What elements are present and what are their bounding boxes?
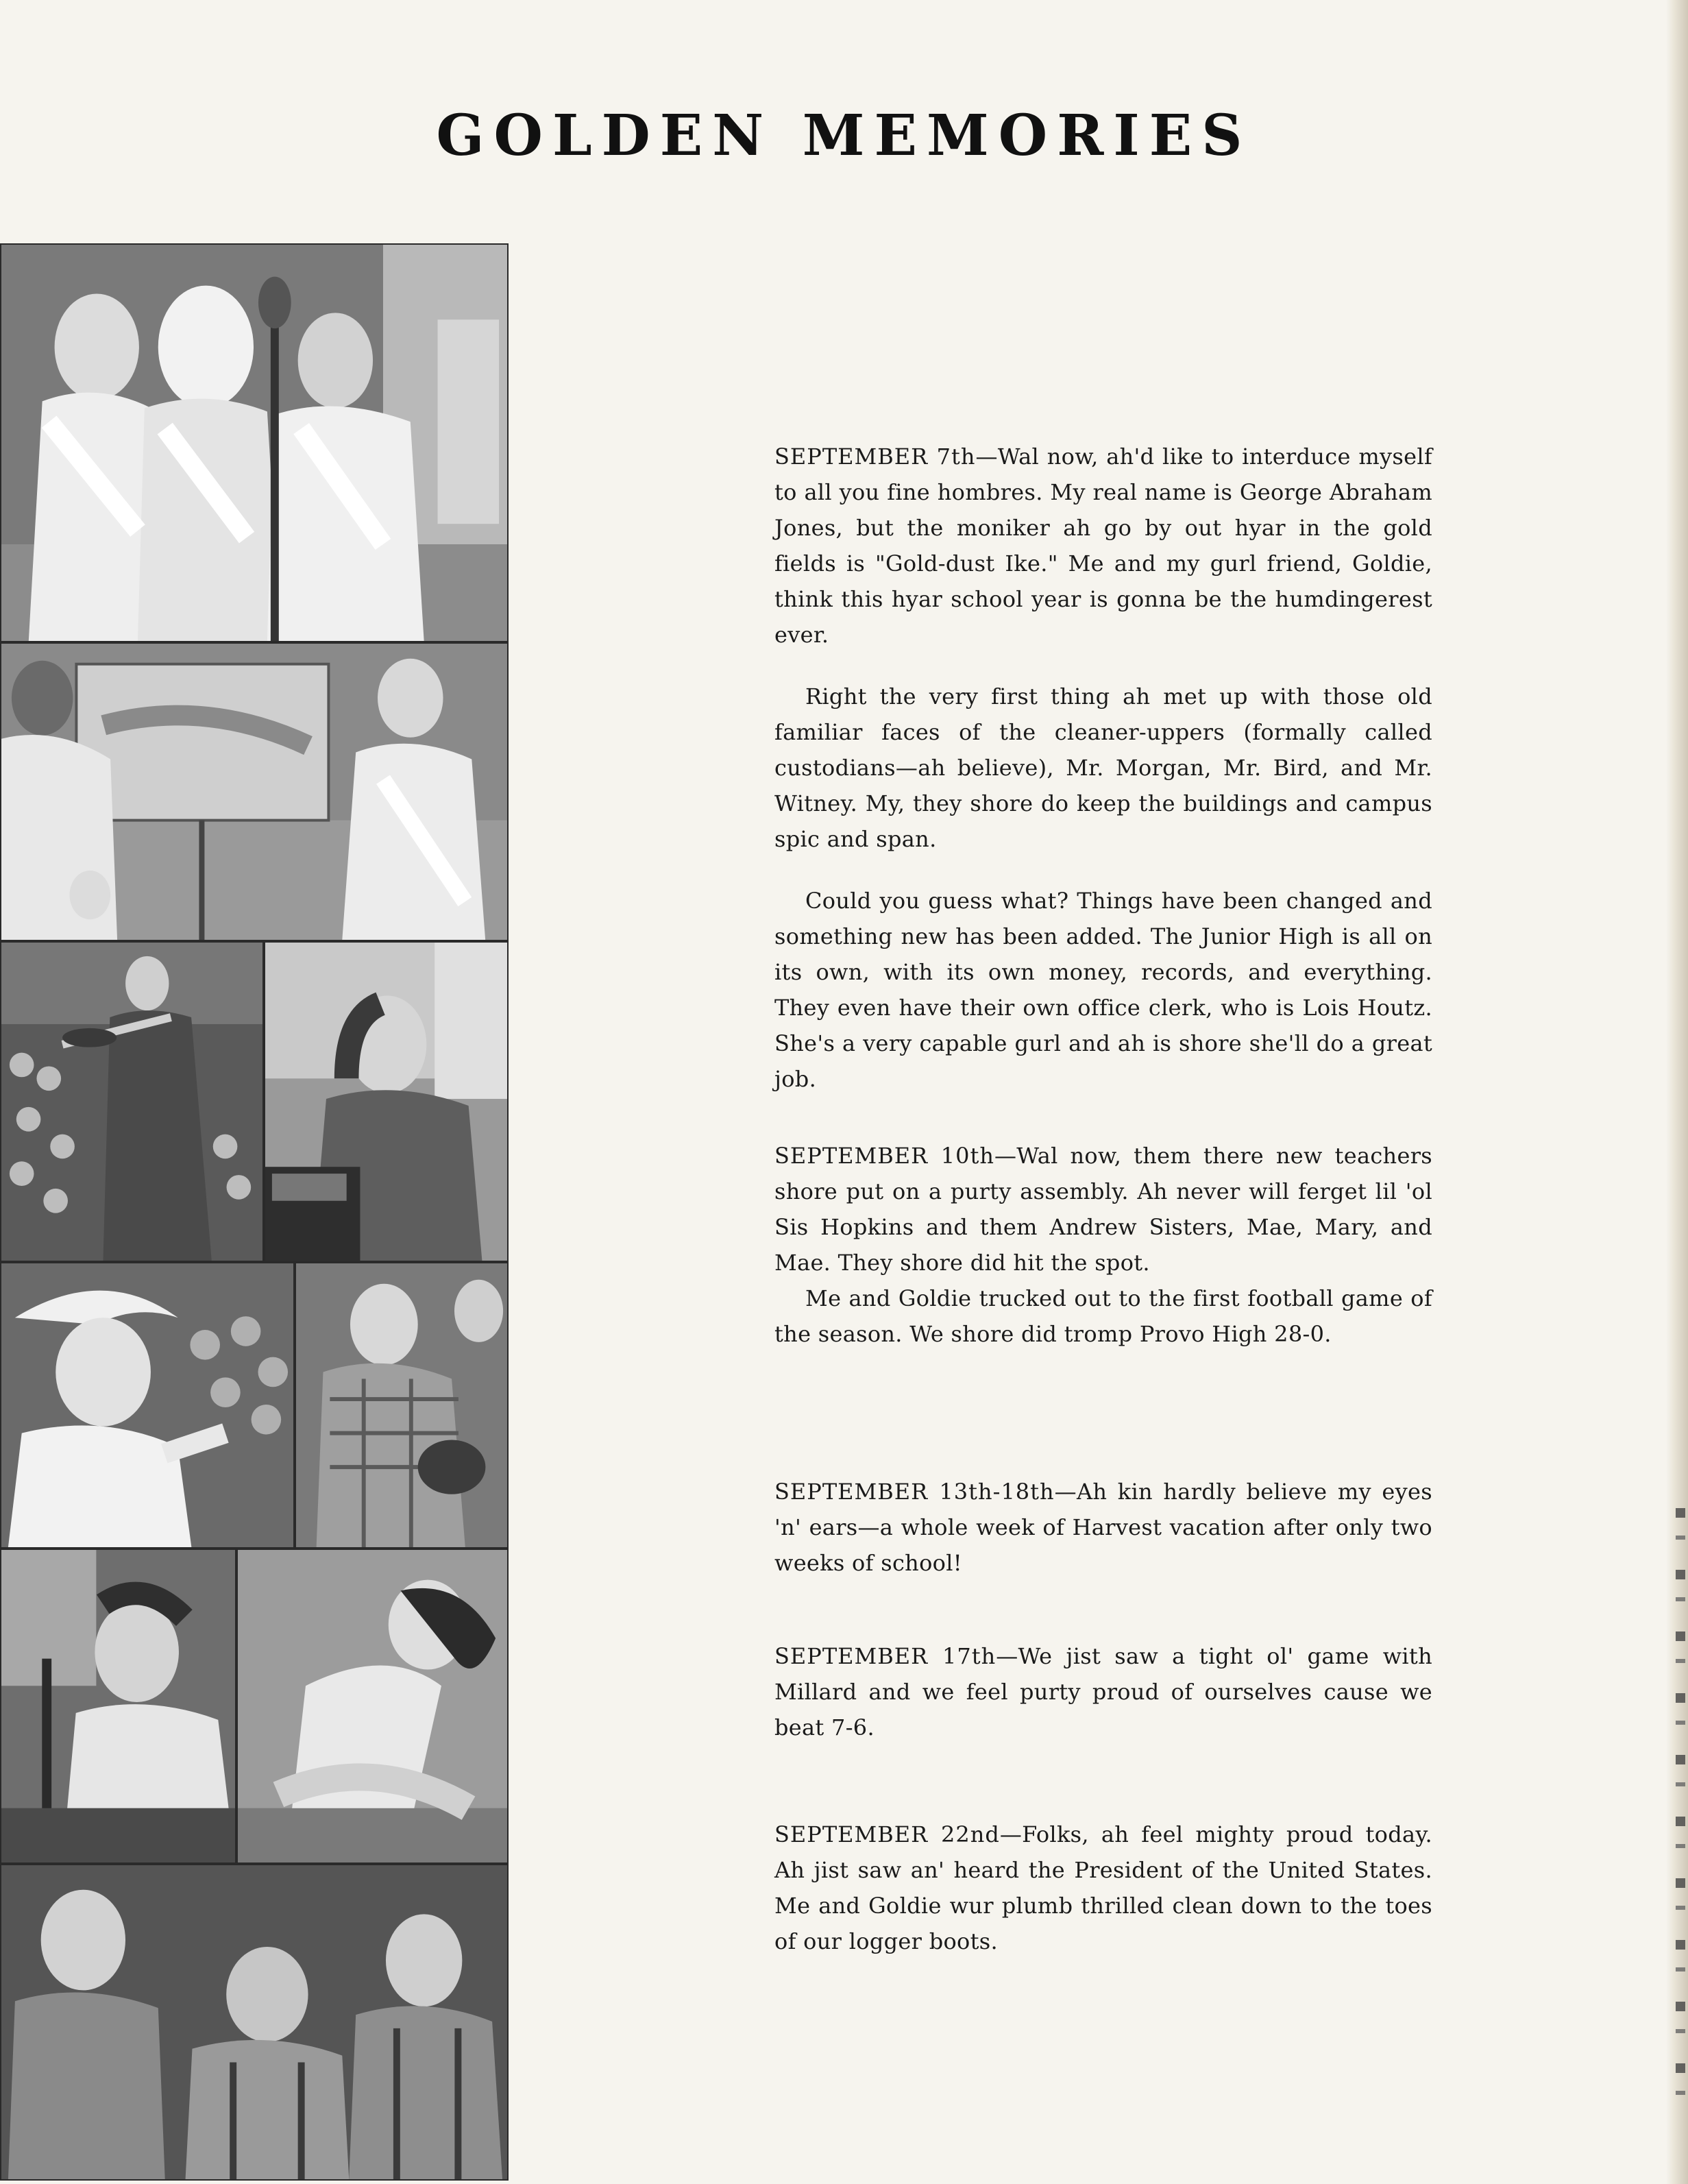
page-title: GOLDEN MEMORIES bbox=[436, 103, 1252, 169]
entry-paragraph bbox=[774, 1638, 1432, 1745]
entry-september-13-18 bbox=[774, 1474, 1432, 1581]
entry-september-22 bbox=[774, 1817, 1432, 1959]
entry-text: —Wal now, them there new teachers shore put on a purty assembly. Ah never will ferget lil 'ol Sis Hopkins and them Andrew Sisters, Mae, Mary, and Mae. They shore did hit the spot. bbox=[774, 1143, 1433, 1276]
entry-text: —Folks, ah feel mighty proud today. Ah jist saw an' heard the President of the United States. Me and Goldie wur plumb thrilled clean down to the toes of our logger boots. bbox=[774, 1821, 1433, 1954]
entry-paragraph bbox=[774, 1817, 1432, 1959]
photo-dancer bbox=[236, 1549, 509, 1864]
entry-september-10 bbox=[774, 1138, 1432, 1352]
entry-date: SEPTEMBER 10th bbox=[774, 1143, 994, 1169]
photo-boys-in-line bbox=[295, 1262, 509, 1549]
photo-painter-and-sis-hopkins bbox=[0, 642, 509, 941]
entry-date: SEPTEMBER 17th bbox=[774, 1643, 996, 1669]
entry-paragraph bbox=[774, 1474, 1432, 1581]
entry-paragraph: Right the very first thing ah met up with those old familiar faces of the cleaner-uppers (formally called custodians—ah believe), Mr. Morgan, Mr. Bird, and Mr. Witney. My, they shore do keep the buildings and campus spic and span. bbox=[774, 683, 1432, 852]
entry-date: SEPTEMBER 7th bbox=[774, 444, 976, 470]
photo-custodians bbox=[0, 1864, 509, 2181]
entry-date: SEPTEMBER 13th-18th bbox=[774, 1479, 1055, 1505]
photo-girl-in-bonnet bbox=[0, 1262, 295, 1549]
entry-paragraph: Me and Goldie trucked out to the first football game of the season. We shore did tromp Provo High 28-0. bbox=[774, 1285, 1432, 1347]
photo-boy-at-workbench bbox=[0, 1549, 236, 1864]
entry-text: —We jist saw a tight ol' game with Millard and we feel purty proud of ourselves cause we beat 7-6. bbox=[774, 1643, 1433, 1740]
entry-date: SEPTEMBER 22nd bbox=[774, 1821, 1000, 1847]
entry-paragraph: Could you guess what? Things have been changed and something new has been added. The Junior High is all on its own, with its own money, records, and everything. They even have their own office clerk, who is Lois Houtz. She's a very capable gurl and ah is shore she'll do a great job. bbox=[774, 888, 1432, 1092]
entry-september-17 bbox=[774, 1638, 1432, 1745]
entry-paragraph bbox=[774, 1138, 1432, 1281]
photo-beauty-contestants bbox=[0, 243, 509, 642]
entry-text: —Ah kin hardly believe my eyes 'n' ears—a whole week of Harvest vacation after only two weeks of school! bbox=[774, 1479, 1433, 1576]
entry-paragraph bbox=[774, 439, 1432, 653]
entry-text: —Wal now, ah'd like to interduce myself to all you fine hombres. My real name is George Abraham Jones, but the moniker ah go by out hyar in the gold fields is "Gold-dust Ike." Me and my gurl friend, Goldie, think this hyar school year is gonna be the humdingerest ever. bbox=[774, 444, 1432, 648]
entry-september-7 bbox=[774, 439, 1432, 1097]
binding-edge-marks bbox=[1676, 1508, 1685, 2125]
photo-violinist bbox=[0, 941, 264, 1262]
photo-office-clerk bbox=[264, 941, 509, 1262]
